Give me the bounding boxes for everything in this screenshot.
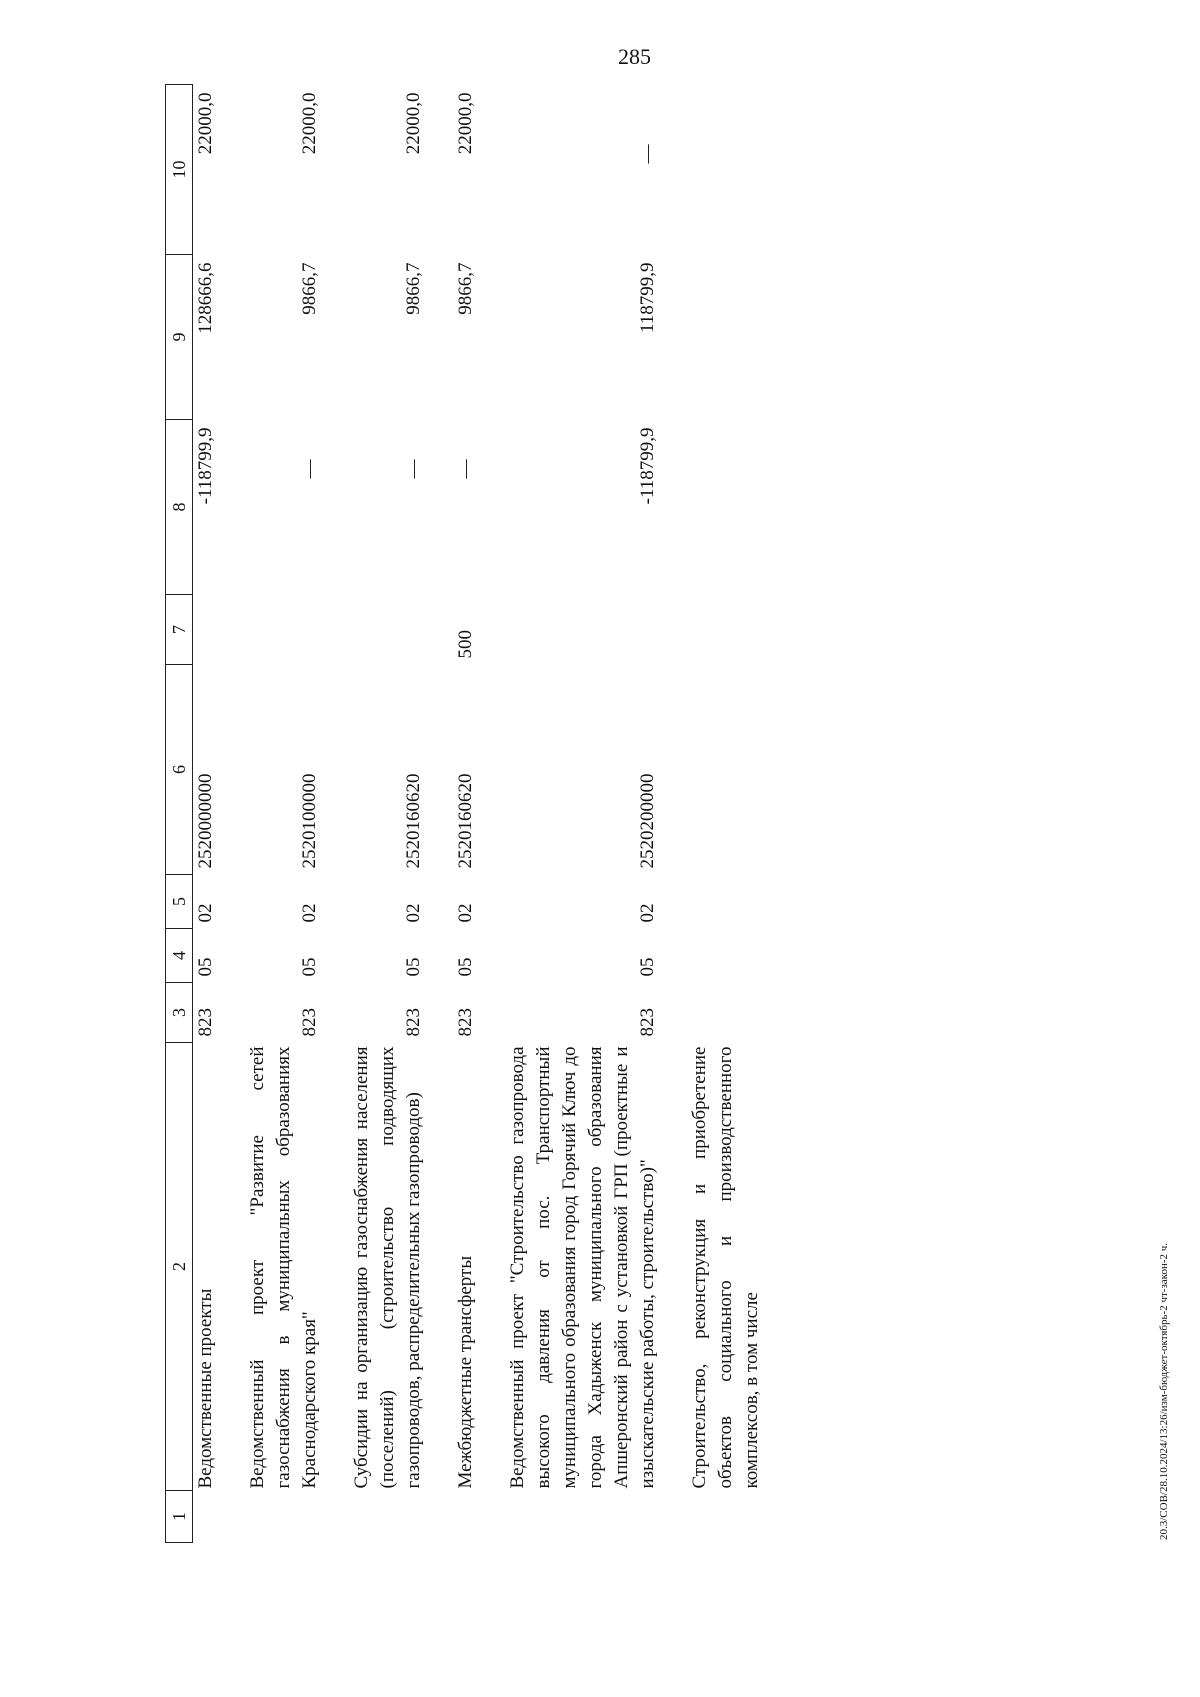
cell-c5 [687,875,765,929]
table-row [505,85,661,1543]
row-name: Ведомственный проект "Развитие сетей газоснабжения в муниципальных образованиях Краснодарского края" [247,1046,320,1489]
cell-c7 [505,595,661,665]
column-header: 1 [166,1491,193,1543]
row-name: Межбюджетные трансферты [455,1255,476,1489]
cell-c8: -118799,9 [195,427,216,505]
cell-c5: 02 [403,903,424,923]
cell-c8 [687,420,765,595]
budget-table [165,84,765,1543]
cell-c3: 823 [299,1008,320,1037]
cell-c4: 05 [455,957,476,977]
cell-c3 [687,983,765,1043]
cell-c10: 22000,0 [403,92,424,155]
cell-c10: — [637,144,658,164]
row-name: Субсидии на организацию газоснабжения населения (поселений) (строительство подводящих газопроводов, распределительных газопроводов) [351,1046,424,1489]
column-header: 4 [166,929,193,983]
cell-c9: 9866,7 [403,262,424,315]
page-number: 285 [618,44,651,69]
cell-c9: 118799,9 [637,262,658,334]
row-name: Ведомственный проект "Строительство газопровода высокого давления от пос. Транспортный муниципального образования город Горячий Ключ до города Хадыженск муниципального образования Апшеронский район с установкой ГРП (проектные и изыскательские работы, строительство)" [507,1046,658,1489]
cell-c9: 9866,7 [299,262,320,315]
cell-c10: 22000,0 [299,92,320,155]
cell-c7 [687,595,765,665]
table-header-row [166,85,193,1543]
cell-c6: 2520100000 [299,773,320,869]
column-header: 3 [166,983,193,1043]
cell-c5: 02 [637,903,658,923]
cell-c10: 22000,0 [195,92,216,155]
table-row [687,85,765,1543]
document-footer-code: 20.3/СОВ/28.10.2024/13:26/изм-бюджет-октябрь-2 чт-закон-2 ч. [1158,1242,1170,1540]
cell-c6 [687,665,765,875]
row-name: Ведомственные проекты [195,1288,216,1489]
table-row [193,85,220,1543]
column-header: 5 [166,875,193,929]
column-header: 7 [166,595,193,665]
cell-c5: 02 [299,903,320,923]
cell-c6: 2520200000 [637,773,658,869]
cell-c9: 128666,6 [195,262,216,334]
cell-c10 [687,85,765,255]
cell-c8: — [455,459,476,479]
column-header: 9 [166,255,193,420]
cell-c4: 05 [299,957,320,977]
cell-c7 [245,595,323,665]
cell-c7: 500 [455,630,476,659]
cell-c9 [687,255,765,420]
cell-c8: — [299,459,320,479]
cell-c7 [193,595,220,665]
cell-c6: 2520000000 [195,773,216,869]
cell-c4: 05 [195,957,216,977]
table-row [349,85,427,1543]
cell-c3: 823 [455,1008,476,1037]
column-header: 8 [166,420,193,595]
cell-c4 [687,929,765,983]
table-row [453,85,479,1543]
cell-c5: 02 [195,903,216,923]
column-header: 10 [166,85,193,255]
cell-c9: 9866,7 [455,262,476,315]
table-row [245,85,323,1543]
cell-c8: — [403,459,424,479]
cell-c4: 05 [637,957,658,977]
column-header: 6 [166,665,193,875]
cell-c10: 22000,0 [455,92,476,155]
cell-c7 [349,595,427,665]
cell-c3: 823 [637,1008,658,1037]
cell-c3: 823 [403,1008,424,1037]
budget-table-rotated [165,85,762,1543]
cell-c4: 05 [403,957,424,977]
cell-c8: -118799,9 [637,427,658,505]
cell-c3: 823 [195,1008,216,1037]
cell-c5: 02 [455,903,476,923]
column-header: 2 [166,1043,193,1491]
cell-c6: 2520160620 [455,773,476,869]
cell-c6: 2520160620 [403,773,424,869]
row-name: Строительство, реконструкция и приобретение объектов социального и производственного комплексов, в том числе [689,1046,762,1489]
